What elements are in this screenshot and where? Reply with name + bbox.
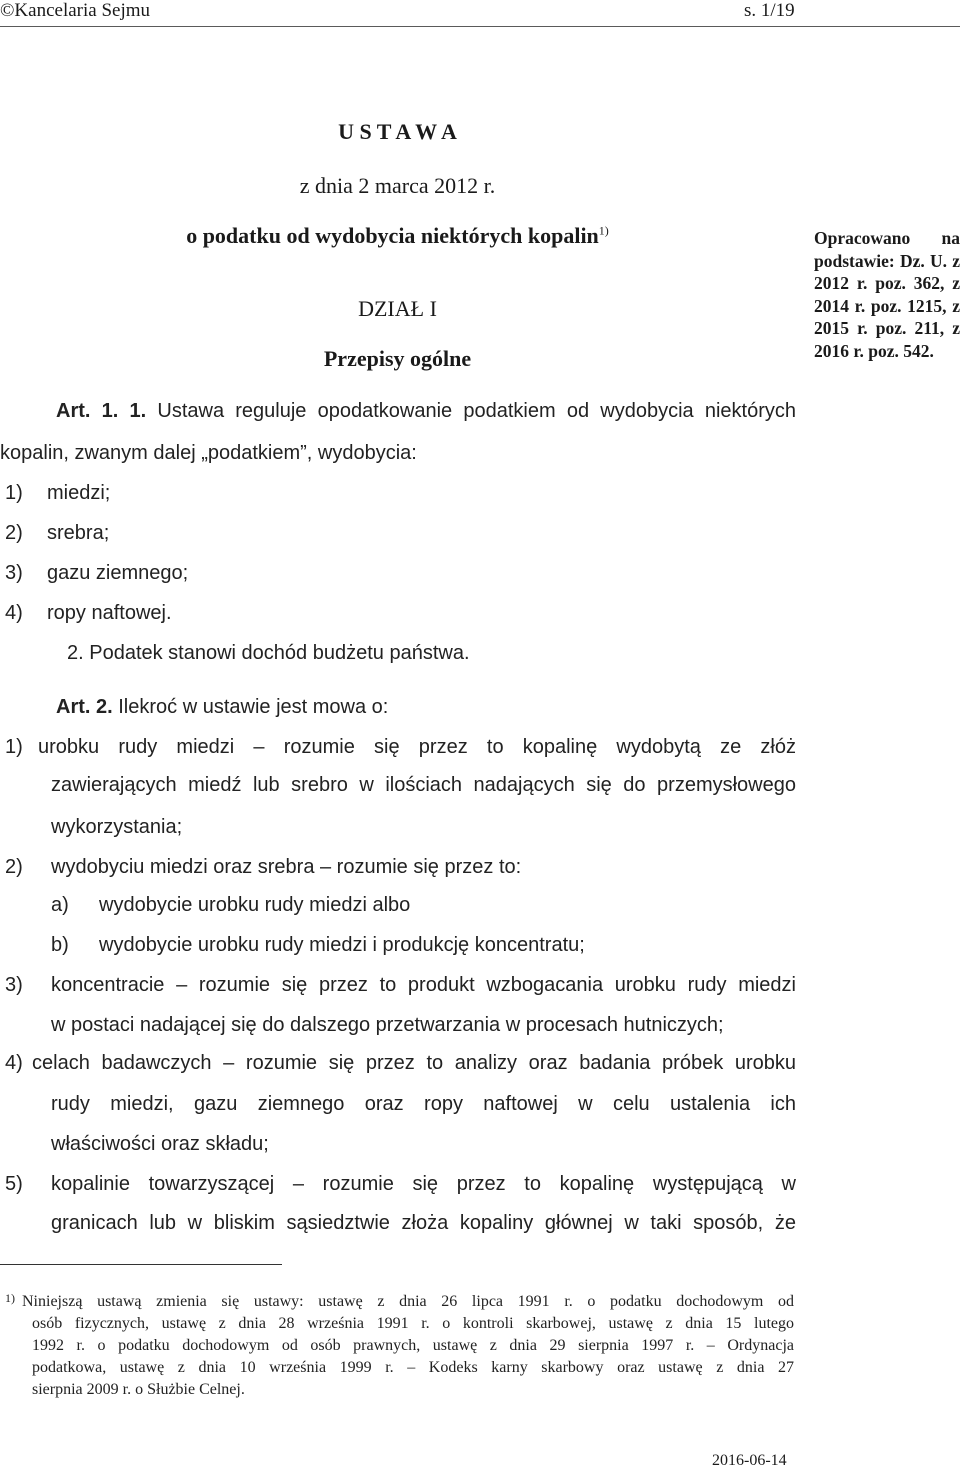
def-line: kopalinie towarzyszącej – rozumie się przez to kopalinę występującą w: [51, 1173, 796, 1195]
def-line: właściwości oraz składu;: [51, 1133, 269, 1155]
art2-intro: Ilekroć w ustawie jest mowa o:: [118, 696, 389, 718]
act-type: U S T A W A: [338, 119, 457, 144]
def-num: 1): [5, 736, 23, 758]
sub-letter: b): [51, 934, 69, 956]
page-number: s. 1/19: [744, 0, 795, 21]
art1-paragraph1-line1: [0, 400, 796, 423]
def-line: zawierających miedź lub srebro w ilościach nadających się do przemysłowego: [51, 774, 796, 796]
def-line: urobku rudy miedzi – rozumie się przez to kopalinę wydobytą ze złóż: [38, 736, 796, 758]
art1-label: Art. 1. 1.: [56, 400, 147, 422]
act-subject-text: o podatku od wydobycia niektórych kopalin: [186, 223, 599, 248]
header-divider: [0, 26, 960, 27]
footnote-line: sierpnia 2009 r. o Służbie Celnej.: [32, 1381, 245, 1398]
footnote-line: podatkowa, ustawę z dnia 10 września 1999 r. – Kodeks karny skarbowy oraz ustawę z dnia 27: [32, 1359, 794, 1376]
source-note: Opracowano na podstawie: Dz. U. z 2012 r. poz. 362, z 2014 r. poz. 1215, z 2015 r. poz. 211, z 2016 r. poz. 542.: [814, 228, 960, 361]
def-line: koncentracie – rozumie się przez to produkt wzbogacania urobku rudy miedzi: [51, 974, 796, 996]
art1-item-num: 4): [5, 602, 23, 624]
sub-letter: a): [51, 894, 69, 916]
art2-intro-line: [56, 696, 388, 719]
footnote-ref[interactable]: 1): [598, 223, 609, 238]
art1-p1-line2: kopalin, zwanym dalej „podatkiem”, wydobycia:: [0, 442, 417, 464]
art1-item-text: gazu ziemnego;: [47, 562, 189, 584]
act-date: z dnia 2 marca 2012 r.: [299, 173, 496, 198]
def-line: rudy miedzi, gazu ziemnego oraz ropy naftowej w celu ustalenia ich: [51, 1093, 796, 1115]
sub-text: wydobycie urobku rudy miedzi i produkcję koncentratu;: [99, 934, 585, 956]
art1-item-text: miedzi;: [47, 482, 111, 504]
art1-item-text: ropy naftowej.: [47, 602, 172, 624]
def-num: 4): [5, 1052, 23, 1074]
def-num: 2): [5, 856, 23, 878]
art1-item-num: 3): [5, 562, 23, 584]
art1-p1-line1: Ustawa reguluje opodatkowanie podatkiem od wydobycia niektórych: [157, 400, 796, 422]
act-subject: [0, 223, 795, 249]
def-num: 5): [5, 1173, 23, 1195]
def-num: 3): [5, 974, 23, 996]
header-left: ©Kancelaria Sejmu: [0, 0, 151, 21]
def-line: w postaci nadającej się do dalszego przetwarzania w procesach hutniczych;: [51, 1014, 724, 1036]
def-line: wykorzystania;: [51, 816, 183, 838]
def-line: celach badawczych – rozumie się przez to analizy oraz badania próbek urobku: [32, 1052, 796, 1074]
footnote-divider: [0, 1264, 282, 1265]
art1-paragraph2: 2. Podatek stanowi dochód budżetu państwa.: [67, 642, 470, 664]
footnote-marker: 1): [5, 1291, 15, 1305]
def-line: granicach lub w bliskim sąsiedztwie złoża kopaliny głównej w taki sposób, że: [51, 1212, 796, 1234]
footnote-line: osób fizycznych, ustawę z dnia 28 września 1991 r. o kontroli skarbowej, ustawę z dnia 15 lutego: [32, 1315, 794, 1332]
sub-text: wydobycie urobku rudy miedzi albo: [99, 894, 411, 916]
division-title: Przepisy ogólne: [323, 346, 472, 371]
footnote-line: Niniejszą ustawą zmienia się ustawy: ustawę z dnia 26 lipca 1991 r. o podatku dochodowym od: [22, 1293, 794, 1310]
division-heading: DZIAŁ I: [358, 296, 437, 321]
def-line: wydobyciu miedzi oraz srebra – rozumie się przez to:: [51, 856, 522, 878]
art1-item-num: 2): [5, 522, 23, 544]
footnote-line: 1992 r. o podatku dochodowym od osób prawnych, ustawę z dnia 29 sierpnia 1997 r. – Ordynacja: [32, 1337, 794, 1354]
art2-label: Art. 2.: [56, 696, 113, 718]
footer-date: 2016-06-14: [712, 1452, 787, 1469]
art1-item-text: srebra;: [47, 522, 110, 544]
art1-item-num: 1): [5, 482, 23, 504]
